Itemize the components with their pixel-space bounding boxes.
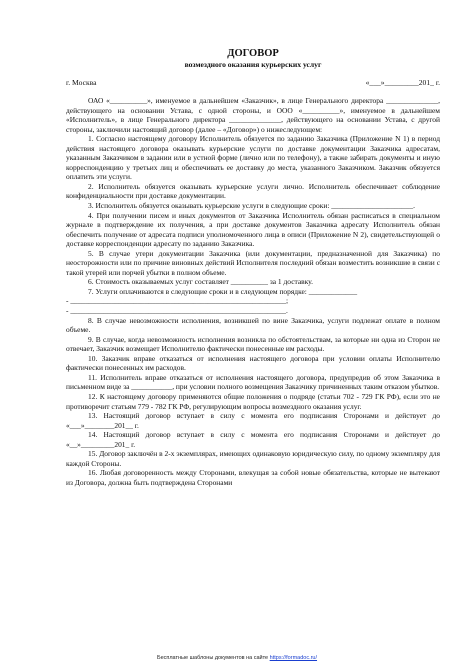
clause-12: 12. К настоящему договору применяются общие положения о подряде (статьи 702 - 729 ГК РФ), если это не противоречит статьям 779 - 782 ГК РФ, регулирующим вопросы возмездного оказания услуг. [66,391,440,411]
footer-link[interactable]: https://formadoc.ru/ [269,655,318,661]
clause-13: 13. Настоящий договор вступает в силу с момента его подписания Сторонами и действует до «___»________201__ г. [66,411,440,430]
clause-11: 11. Исполнитель вправе отказаться от исполнения настоящего договора, предупредив об этом Заказчика в письменном виде за ___________, при условии полного возмещения Заказчику причиненных таким отказом убытков. [66,372,440,392]
place-date-row [66,78,440,88]
clause-2: 2. Исполнитель обязуется оказывать курьерские услуги лично. Исполнитель обеспечивает соблюдение конфиденциальности при доставке документации. [66,181,440,201]
clause-10: 10. Заказчик вправе отказаться от исполнения настоящего договора при условии оплаты Исполнителю фактически понесенных им расходов. [66,353,440,373]
clause-7: 7. Услуги оплачиваются в следующие сроки и в следующем порядке: _____________ [88,286,358,296]
document-title: ДОГОВОР [227,48,279,59]
preamble: ОАО «__________», именуемое в дальнейшем «Заказчик», в лице Генерального директора ______________, действующего на основании Устава, с одной стороны, и ООО «__________», именуемое в дальнейшем «Исполнитель», в лице Генерального директора ______________, действующего на основании Устава, с другой стороны, заключили настоящий договор (далее – «Договор») о нижеследующем: [66,96,440,134]
document-page [66,48,440,487]
clause-15: 15. Договор заключён в 2-х экземплярах, имеющих одинаковую юридическую силу, по одному экземпляру для каждой Стороны. [66,449,440,468]
clause-1: 1. Согласно настоящему договору Исполнитель обязуется по заданию Заказчика (Приложение N 1) в период действия настоящего договора оказывать курьерские услуги по доставке документации Заказчика адресатам, указанным Заказчиком в задании или в устной форме (лично или по телефону), а также забирать документы и иную корреспонденцию у третьих лиц и обеспечивать ее доставку до места, указанного Заказчиком. Заказчик обязуется оплатить эти услуги. [66,134,440,182]
clause-14: 14. Настоящий договор вступает в силу с момента его подписания Сторонами и действует до «__»_________201_ г. [66,430,440,449]
clause-6: 6. Стоимость оказываемых услуг составляет __________ за 1 доставку. [88,277,313,287]
city: г. Москва [66,78,97,87]
clause-3: 3. Исполнитель обязуется оказывать курьерские услуги в следующие сроки: ______________________. [88,201,415,211]
contract-date: «___»_________201_ г. [365,78,440,87]
footer-text: Бесплатные шаблоны документов на сайте [156,655,270,661]
clause-9: 9. В случае, когда невозможность исполнения возникла по обстоятельствам, за которые ни одна из Сторон не отвечает, Заказчик возмещает Исполнителю фактически понесенные им расходы. [66,334,440,354]
clause-16: 16. Любая договоренность между Сторонами, влекущая за собой новые обязательства, которые не вытекают из Договора, должна быть подтверждена Сторонами [66,468,440,487]
document-subtitle: возмездного оказания курьерских услуг [184,60,322,69]
payment-line-2: - __________________________________________________________. [66,306,288,316]
payment-line-1: - __________________________________________________________; [66,296,289,306]
clause-8: 8. В случае невозможности исполнения, возникшей по вине Заказчика, услуги подлежат оплате в полном объеме. [66,315,440,335]
footer [0,655,474,661]
clause-5: 5. В случае утери документации Заказчика (или документации, предназначенной для Заказчика) по неосторожности или по причине виновных действий Исполнителя последний обязан возместить возникшие в связи с такой утерей или порчей убытки в полном объеме. [66,248,440,277]
document-body [66,96,440,487]
clause-4: 4. При получении писем и иных документов от Заказчика Исполнитель обязан расписаться в специальном журнале в подтверждение их получения, а при доставке документов Заказчика адресату Исполнитель обязан обеспечить получение от адресата подписи уполномоченного лица в описи (Приложение N 2), свидетельствующей о доставке корреспонденции адресату по заданию Заказчика. [66,210,440,249]
